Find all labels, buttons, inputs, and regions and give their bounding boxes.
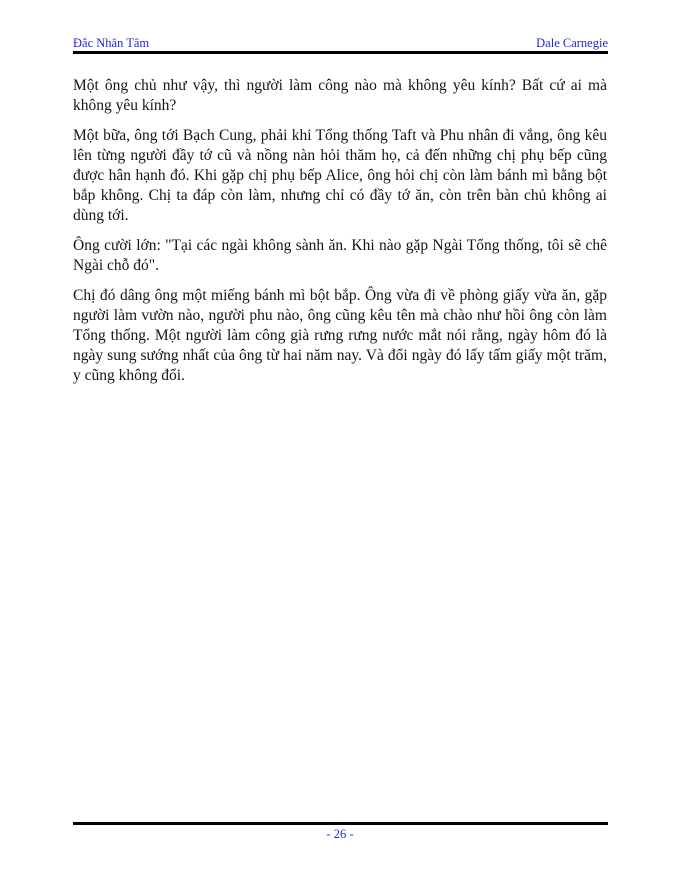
paragraph: Một ông chủ như vậy, thì người làm công nào mà không yêu kính? Bất cứ ai mà không yêu kính? (73, 77, 607, 114)
header-author: Dale Carnegie (536, 36, 608, 50)
header-book-title: Đắc Nhân Tâm (73, 36, 150, 50)
footer-rule (73, 822, 608, 825)
paragraph: Ông cười lớn: "Tại các ngài không sành ăn. Khi nào gặp Ngài Tổng thống, tôi sẽ chê Ngài chỗ đó". (73, 237, 607, 274)
paragraph: Chị đó dâng ông một miếng bánh mì bột bắp. Ông vừa đi về phòng giấy vừa ăn, gặp người làm vườn nào, người phu nào, ông cũng kêu tên mà chào như hồi ông còn làm Tổng thống. Một người làm công già rưng rưng nước mắt nói rằng, ngày hôm đó là ngày sung sướng nhất của ông từ hai năm nay. Và đổi ngày đó lấy tấm giấy một trăm, y cũng không đổi. (73, 287, 607, 384)
page-header (73, 36, 608, 51)
header-rule (73, 51, 608, 54)
page-number: - 26 - (326, 827, 354, 841)
paragraph: Một bữa, ông tới Bạch Cung, phải khi Tổng thống Taft và Phu nhân đi vắng, ông kêu lên từng người đầy tớ cũ và nồng nàn hỏi thăm họ, cả đến những chị phụ bếp cũng được hân hạnh đó. Khi gặp chị phụ bếp Alice, ông hỏi chị còn làm bánh mì bằng bột bắp không. Chị ta đáp còn làm, nhưng chỉ có đầy tớ ăn, còn trên bàn chủ không ai dùng tới. (73, 127, 607, 224)
page-body (73, 76, 607, 396)
